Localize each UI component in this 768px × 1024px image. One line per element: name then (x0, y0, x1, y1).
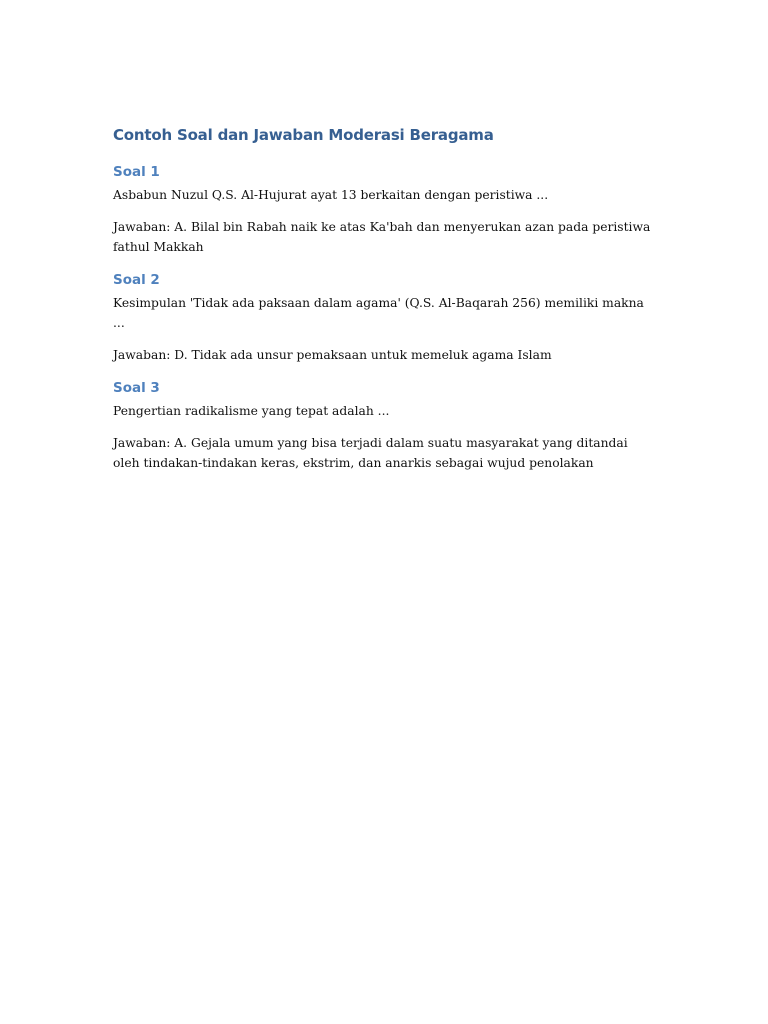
question-section-1 (113, 162, 658, 257)
question-text: Pengertian radikalisme yang tepat adalah ... (113, 404, 390, 418)
question-text: Asbabun Nuzul Q.S. Al-Hujurat ayat 13 berkaitan dengan peristiwa ... (113, 188, 549, 202)
question-heading: Soal 3 (113, 380, 160, 396)
answer-text: Jawaban: D. Tidak ada unsur pemaksaan untuk memeluk agama Islam (113, 348, 552, 362)
question-section-2 (113, 270, 658, 365)
question-heading: Soal 1 (113, 164, 160, 180)
question-heading: Soal 2 (113, 272, 160, 288)
answer-text: Jawaban: A. Gejala umum yang bisa terjadi dalam suatu masyarakat yang ditandai oleh tindakan-tindakan keras, ekstrim, dan anarkis sebagai wujud penolakan (113, 436, 628, 470)
document-title: Contoh Soal dan Jawaban Moderasi Beragama (113, 126, 494, 144)
question-text: Kesimpulan 'Tidak ada paksaan dalam agama' (Q.S. Al-Baqarah 256) memiliki makna ... (113, 296, 644, 330)
document-body (113, 124, 658, 486)
question-section-3 (113, 378, 658, 473)
answer-text: Jawaban: A. Bilal bin Rabah naik ke atas Ka'bah dan menyerukan azan pada peristiwa fathul Makkah (113, 220, 651, 254)
